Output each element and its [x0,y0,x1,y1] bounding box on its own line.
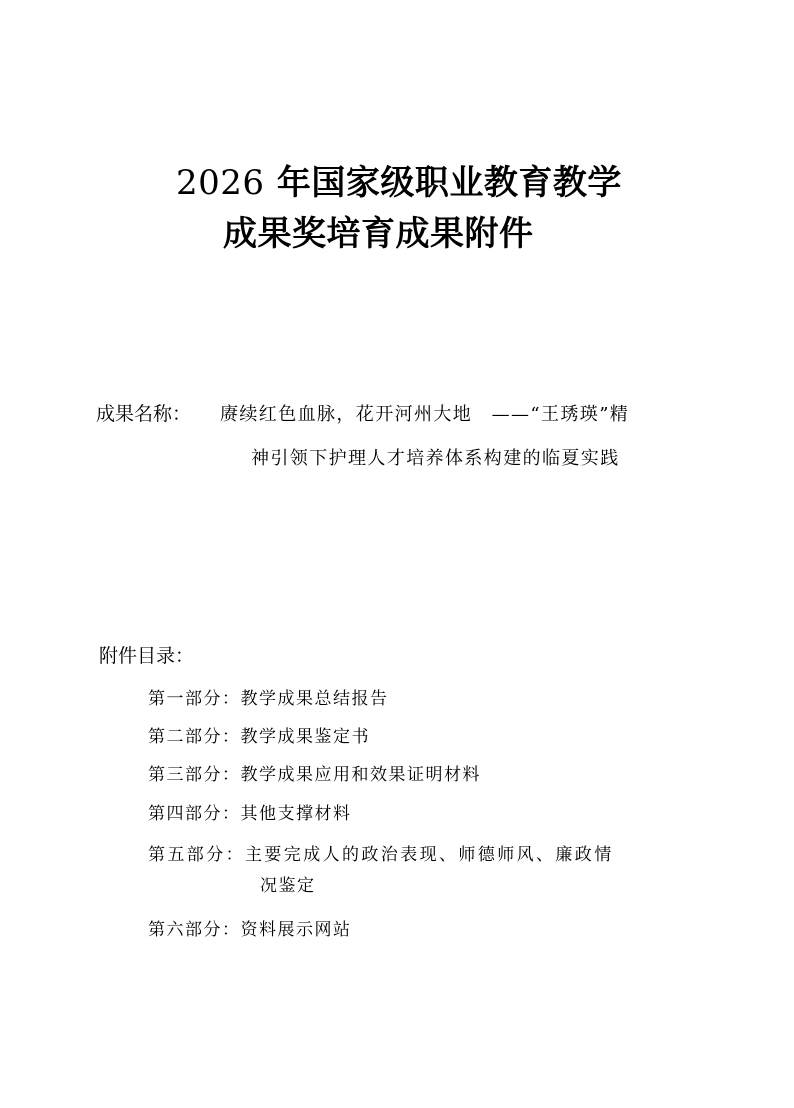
document-title-line-1 [176,161,622,205]
title-line-1-text: 年国家级职业教育教学 [264,163,622,203]
attachment-toc-title: 附件目录： [99,645,195,667]
document-title-line-2: 成果奖培育成果附件 [223,214,534,254]
toc-item-part-6: 第六部分：资料展示网站 [148,920,352,940]
achievement-name-label: 成果名称： [96,403,192,425]
achievement-name-line-1: 赓续红色血脉，花开河州大地 ——“王琇瑛”精 [220,404,630,425]
toc-item-part-1: 第一部分：教学成果总结报告 [148,689,389,709]
toc-item-part-2: 第二部分：教学成果鉴定书 [148,727,370,747]
toc-item-part-3: 第三部分：教学成果应用和效果证明材料 [148,765,481,785]
toc-item-part-5-continued: 况鉴定 [260,876,316,896]
toc-item-part-5: 第五部分：主要完成人的政治表现、师德师风、廉政情 [148,845,614,865]
achievement-name-line-2: 神引领下护理人才培养体系构建的临夏实践 [251,448,620,469]
title-year: 2026 [176,163,265,203]
toc-item-part-4: 第四部分：其他支撑材料 [148,804,352,824]
